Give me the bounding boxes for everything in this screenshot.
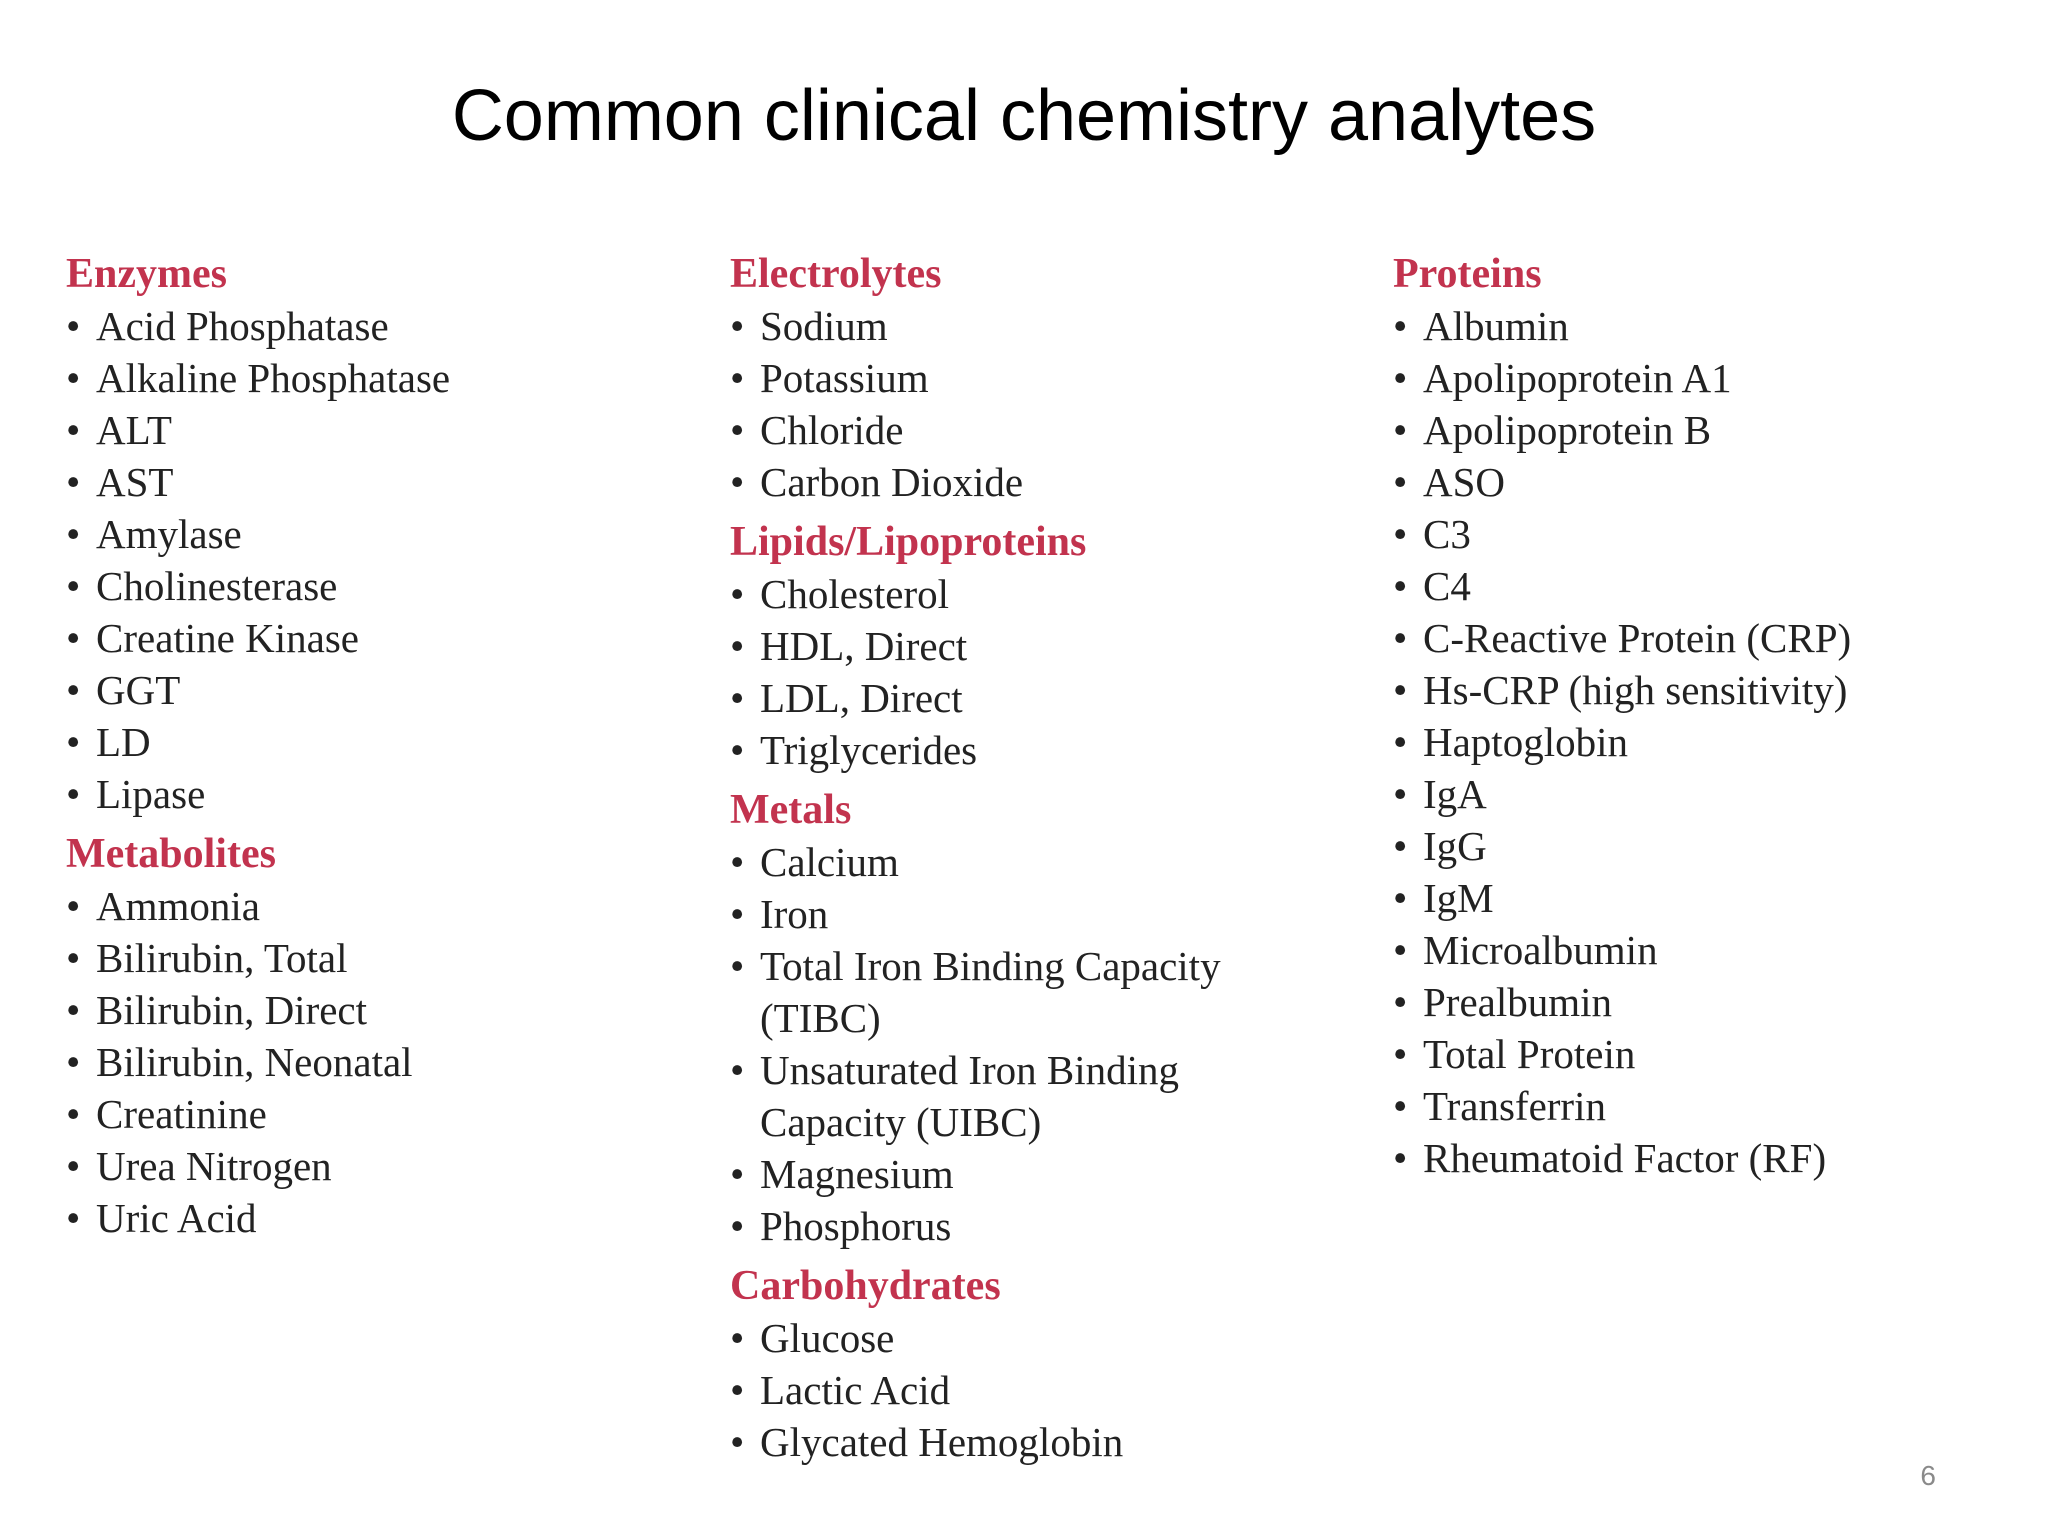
- bullet-icon: •: [1393, 407, 1408, 453]
- bullet-icon: •: [66, 883, 81, 929]
- bullet-icon: •: [1393, 615, 1408, 661]
- list-item: • Transferrin: [1393, 1080, 1993, 1132]
- bullet-icon: •: [730, 1203, 745, 1249]
- list-item: • Hs-CRP (high sensitivity): [1393, 664, 1993, 716]
- section-heading-lipids: Lipids/Lipoproteins: [730, 519, 1087, 565]
- list-item: • Creatine Kinase: [66, 612, 666, 664]
- list-item: • Chloride: [730, 404, 1330, 456]
- list-item: • Calcium: [730, 836, 1330, 888]
- list-item: • Apolipoprotein A1: [1393, 352, 1993, 404]
- list-item: • Cholesterol: [730, 568, 1330, 620]
- bullet-icon: •: [66, 615, 81, 661]
- list-item: • ALT: [66, 404, 666, 456]
- list-item: • Apolipoprotein B: [1393, 404, 1993, 456]
- bullet-icon: •: [66, 459, 81, 505]
- section-heading-metabolites: Metabolites: [66, 831, 276, 877]
- bullet-icon: •: [1393, 771, 1408, 817]
- list-item: • Total Iron Binding Capacity (TIBC): [730, 940, 1320, 1044]
- bullet-icon: •: [66, 1195, 81, 1241]
- bullet-icon: •: [730, 355, 745, 401]
- bullet-icon: •: [66, 407, 81, 453]
- bullet-icon: •: [730, 1315, 745, 1361]
- list-item: • C3: [1393, 508, 1993, 560]
- bullet-icon: •: [730, 1047, 745, 1093]
- bullet-icon: •: [66, 1143, 81, 1189]
- list-item: • LD: [66, 716, 666, 768]
- bullet-icon: •: [1393, 1083, 1408, 1129]
- bullet-icon: •: [730, 891, 745, 937]
- bullet-icon: •: [1393, 719, 1408, 765]
- bullet-icon: •: [1393, 823, 1408, 869]
- list-item: • Iron: [730, 888, 1330, 940]
- bullet-icon: •: [730, 407, 745, 453]
- list-item: • Ammonia: [66, 880, 666, 932]
- list-item: • Unsaturated Iron Binding Capacity (UIBC): [730, 1044, 1300, 1148]
- bullet-icon: •: [730, 623, 745, 669]
- list-item: • Magnesium: [730, 1148, 1330, 1200]
- bullet-icon: •: [1393, 875, 1408, 921]
- list-item: • Rheumatoid Factor (RF): [1393, 1132, 1993, 1184]
- bullet-icon: •: [1393, 1135, 1408, 1181]
- list-item: • Uric Acid: [66, 1192, 666, 1244]
- list-item: • Potassium: [730, 352, 1330, 404]
- list-item: • Prealbumin: [1393, 976, 1993, 1028]
- bullet-icon: •: [1393, 459, 1408, 505]
- list-item: • HDL, Direct: [730, 620, 1330, 672]
- bullet-icon: •: [730, 459, 745, 505]
- bullet-icon: •: [730, 571, 745, 617]
- list-item: • Phosphorus: [730, 1200, 1330, 1252]
- bullet-icon: •: [66, 563, 81, 609]
- column-1: [66, 248, 666, 1244]
- section-heading-metals: Metals: [730, 787, 852, 833]
- list-item: • Creatinine: [66, 1088, 666, 1140]
- bullet-icon: •: [66, 987, 81, 1033]
- list-item: • AST: [66, 456, 666, 508]
- bullet-icon: •: [730, 1419, 745, 1465]
- bullet-icon: •: [730, 839, 745, 885]
- list-item: • Bilirubin, Neonatal: [66, 1036, 666, 1088]
- slide-title: Common clinical chemistry analytes: [451, 76, 1597, 156]
- list-item: • IgG: [1393, 820, 1993, 872]
- list-item: • Bilirubin, Direct: [66, 984, 666, 1036]
- bullet-icon: •: [730, 943, 745, 989]
- bullet-icon: •: [730, 1151, 745, 1197]
- bullet-icon: •: [1393, 511, 1408, 557]
- list-item: • Glycated Hemoglobin: [730, 1416, 1330, 1468]
- list-item: • C4: [1393, 560, 1993, 612]
- bullet-icon: •: [730, 675, 745, 721]
- section-heading-enzymes: Enzymes: [66, 251, 227, 297]
- bullet-icon: •: [66, 935, 81, 981]
- bullet-icon: •: [730, 1367, 745, 1413]
- bullet-icon: •: [1393, 979, 1408, 1025]
- bullet-icon: •: [1393, 563, 1408, 609]
- list-item: • ASO: [1393, 456, 1993, 508]
- list-item: • Sodium: [730, 300, 1330, 352]
- bullet-icon: •: [730, 303, 745, 349]
- section-heading-carbohydrates: Carbohydrates: [730, 1263, 1001, 1309]
- bullet-icon: •: [66, 1091, 81, 1137]
- list-item: • Triglycerides: [730, 724, 1330, 776]
- bullet-icon: •: [66, 719, 81, 765]
- list-item: • Cholinesterase: [66, 560, 666, 612]
- list-item: • C-Reactive Protein (CRP): [1393, 612, 1993, 664]
- list-item: • Lipase: [66, 768, 666, 820]
- list-item: • Microalbumin: [1393, 924, 1993, 976]
- list-item: • Amylase: [66, 508, 666, 560]
- bullet-icon: •: [1393, 927, 1408, 973]
- list-item: • Glucose: [730, 1312, 1330, 1364]
- bullet-icon: •: [1393, 1031, 1408, 1077]
- list-item: • Albumin: [1393, 300, 1993, 352]
- bullet-icon: •: [66, 1039, 81, 1085]
- bullet-icon: •: [1393, 667, 1408, 713]
- bullet-icon: •: [66, 771, 81, 817]
- list-item: • Urea Nitrogen: [66, 1140, 666, 1192]
- list-item: • IgM: [1393, 872, 1993, 924]
- list-item: • Acid Phosphatase: [66, 300, 666, 352]
- list-item: • LDL, Direct: [730, 672, 1330, 724]
- bullet-icon: •: [1393, 303, 1408, 349]
- bullet-icon: •: [66, 303, 81, 349]
- column-2: [730, 248, 1330, 1468]
- bullet-icon: •: [66, 355, 81, 401]
- list-item: • GGT: [66, 664, 666, 716]
- list-item: • Haptoglobin: [1393, 716, 1993, 768]
- section-heading-proteins: Proteins: [1393, 251, 1542, 297]
- column-3: [1393, 248, 1993, 1184]
- bullet-icon: •: [730, 727, 745, 773]
- page-number: 6: [1920, 1460, 1936, 1491]
- bullet-icon: •: [66, 511, 81, 557]
- section-heading-electrolytes: Electrolytes: [730, 251, 942, 297]
- bullet-icon: •: [1393, 355, 1408, 401]
- bullet-icon: •: [66, 667, 81, 713]
- list-item: • Lactic Acid: [730, 1364, 1330, 1416]
- list-item: • Carbon Dioxide: [730, 456, 1330, 508]
- list-item: • Bilirubin, Total: [66, 932, 666, 984]
- list-item: • Total Protein: [1393, 1028, 1993, 1080]
- list-item: • IgA: [1393, 768, 1993, 820]
- list-item: • Alkaline Phosphatase: [66, 352, 666, 404]
